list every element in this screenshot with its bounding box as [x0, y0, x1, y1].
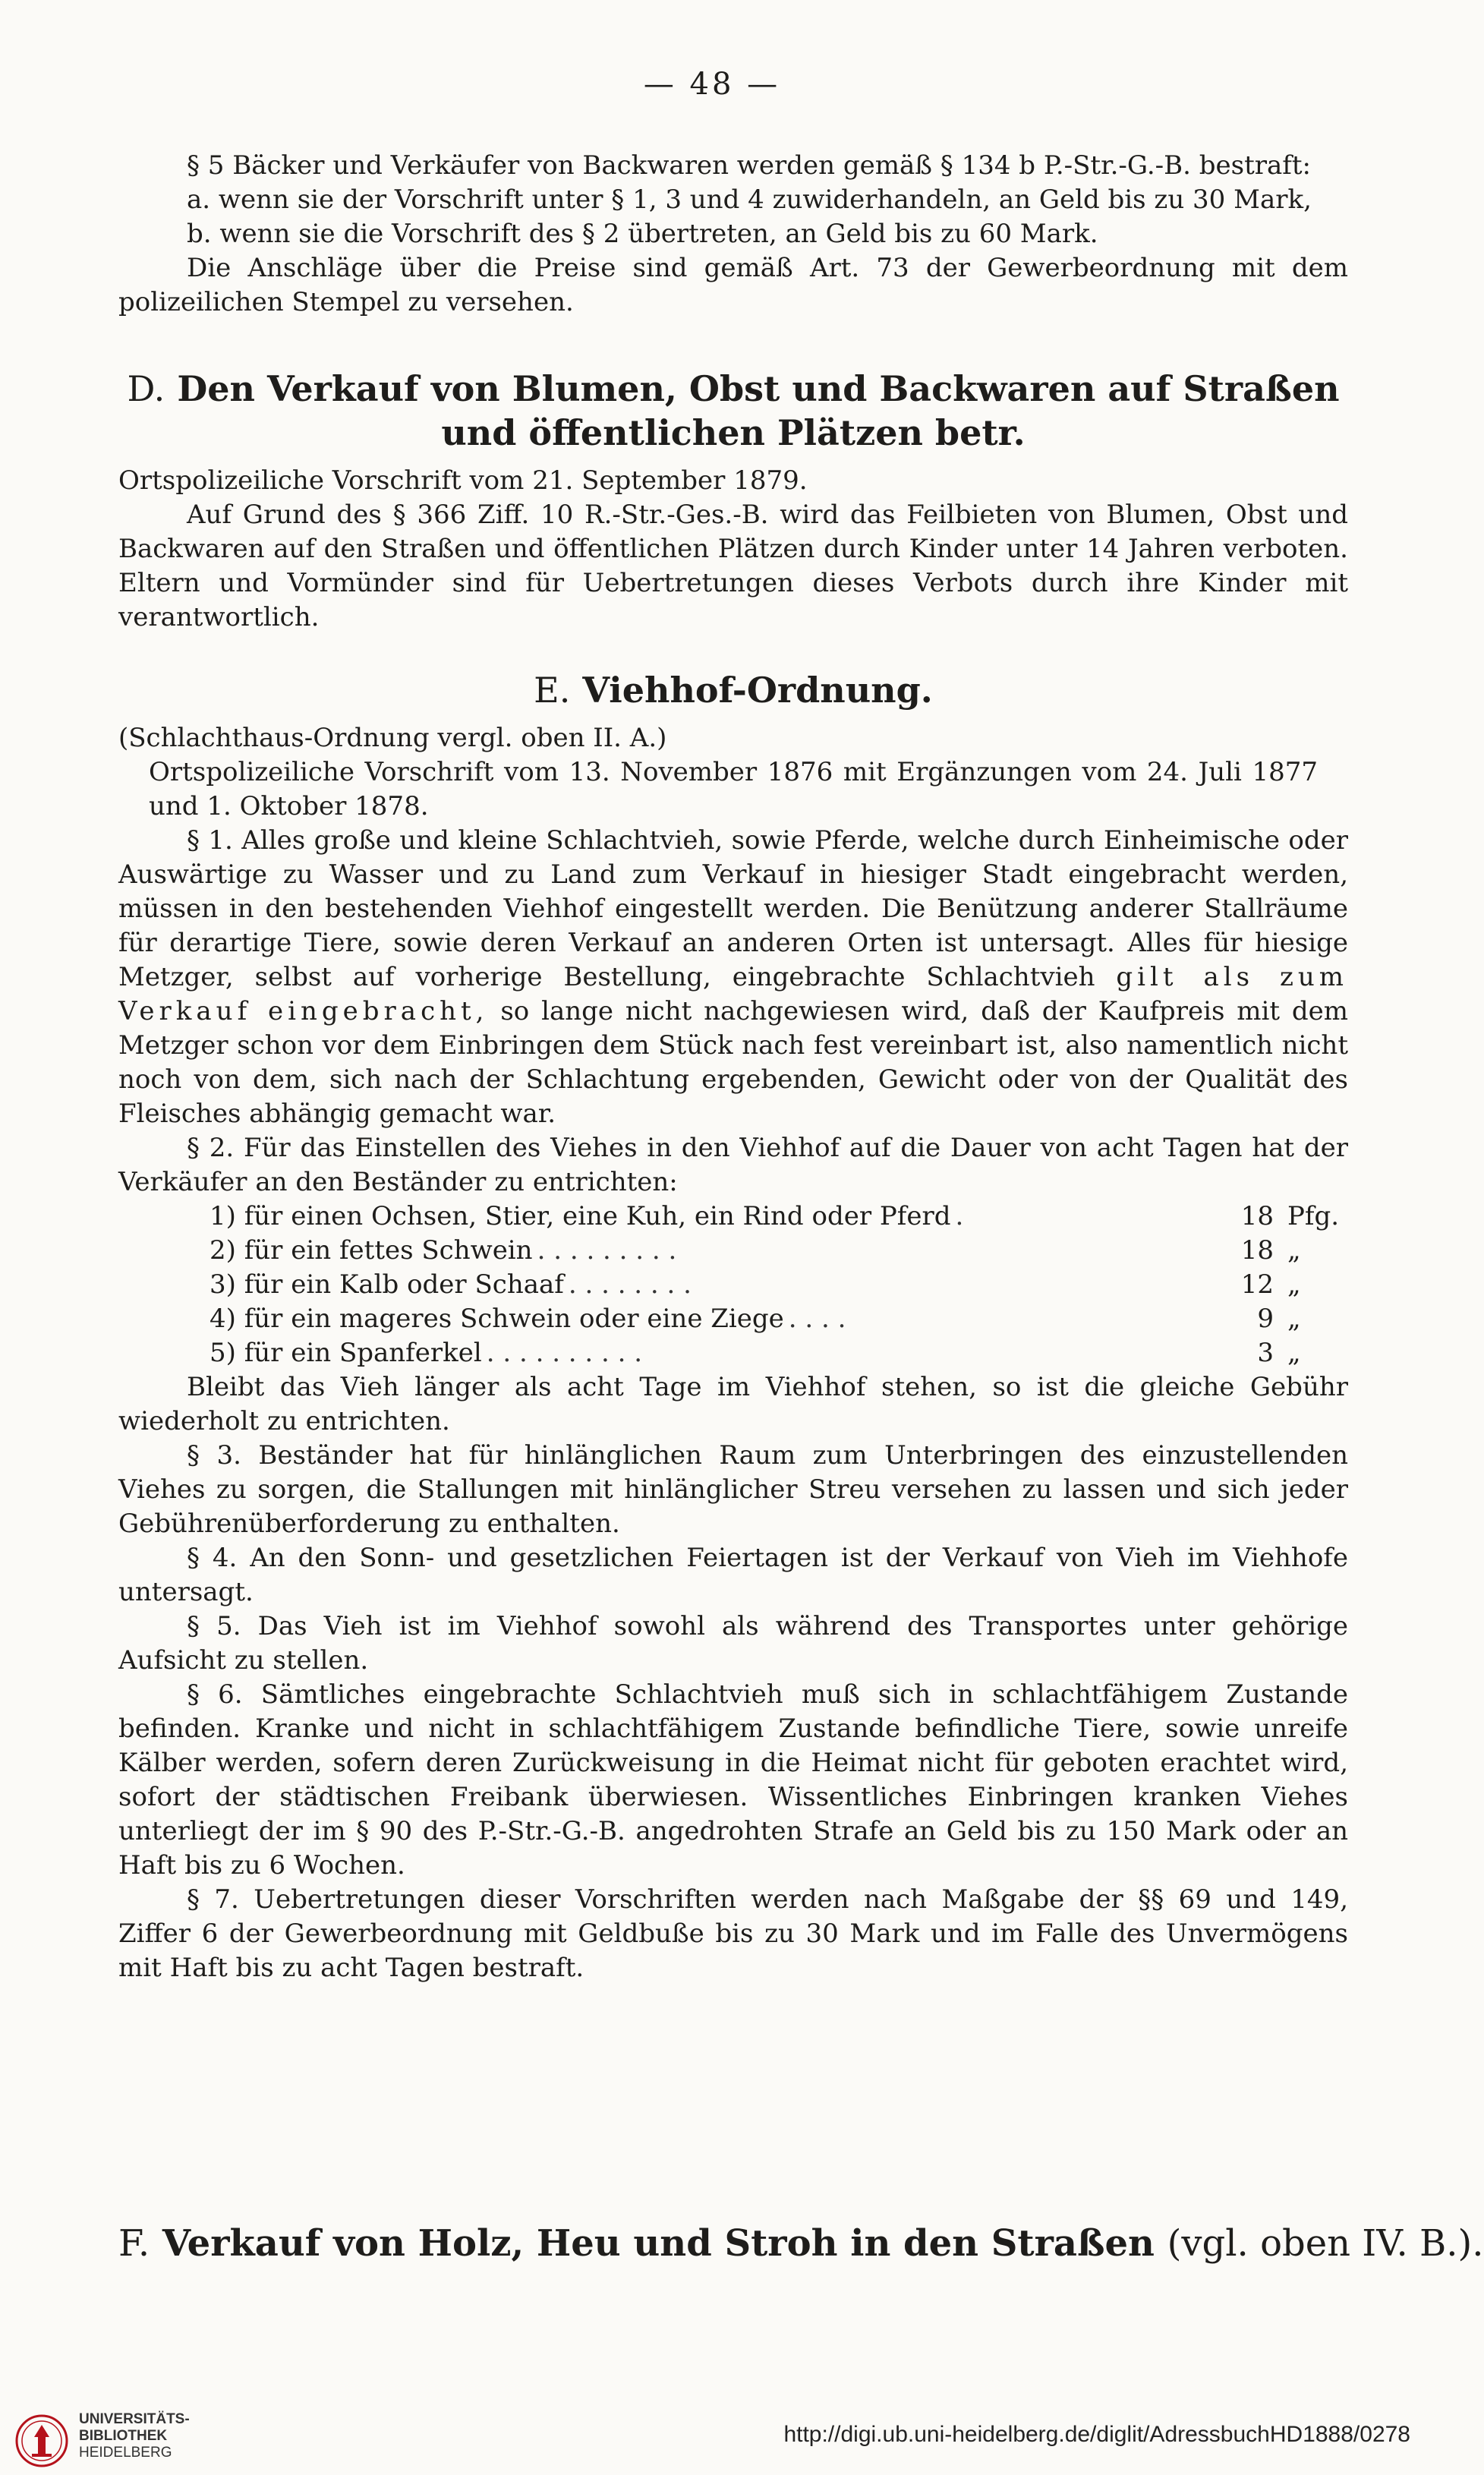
section-e-paragraph-3: § 3. Beständer hat für hinlänglichen Raum zum Unterbringen des einzustellenden Viehes zu sorgen, die Stallungen mit hinlänglicher Streu versehen zu lassen und sich jeder Gebührenüberforderung zu enthalten. — [118, 1440, 1348, 1539]
fee-unit: Pfg. — [1287, 1201, 1340, 1231]
page-number: — 48 — — [643, 67, 781, 102]
logo-line-3: HEIDELBERG — [79, 2445, 172, 2461]
section-e-paragraph-2-continued: Bleibt das Vieh länger als acht Tage im Viehhof stehen, so ist die gleiche Gebühr wiederholt zu entrichten. — [118, 1372, 1348, 1436]
fee-item-label: 2) für ein fettes Schwein — [210, 1235, 533, 1266]
fee-row — [210, 1200, 1348, 1234]
fee-unit: „ — [1287, 1235, 1301, 1266]
section-e-paragraph-4: § 4. An den Sonn- und gesetzlichen Feiertagen ist der Verkauf von Vieh im Viehhofe untersagt. — [118, 1543, 1348, 1607]
section-c-note: Die Anschläge über die Preise sind gemäß Art. 73 der Gewerbeordnung mit dem polizeilichen Stempel zu versehen. — [118, 253, 1348, 317]
section-f-reference: (vgl. oben IV. B.). — [1167, 2222, 1484, 2265]
section-e-paragraph-7: § 7. Uebertretungen dieser Vorschriften werden nach Maßgabe der §§ 69 und 149, Ziffer 6 der Gewerbeordnung mit Geldbuße bis zu 30 Mark und im Falle des Unvermögens mit Haft bis zu acht Tagen bestraft. — [118, 1884, 1348, 1983]
fee-row — [210, 1268, 1348, 1302]
paragraph-1-text-a: § 1. Alles große und kleine Schlachtvieh, sowie Pferde, welche durch Einheimische oder Auswärtige zu Wasser und zu Land zum Verkauf in hiesiger Stadt eingebracht werden, müssen in den bestehenden Viehhof eingestellt werden. Die Benützung anderer Stallräume für derartige Tiere, sowie deren Verkauf an anderen Orten ist untersagt. Alles für hiesige Metzger, selbst auf vorherige Bestellung, eingebrachte Schlachtvieh — [118, 825, 1348, 992]
fee-item-label: 1) für einen Ochsen, Stier, eine Kuh, ein Rind oder Pferd — [210, 1201, 951, 1231]
section-c-paragraph-5: § 5 Bäcker und Verkäufer von Backwaren werden gemäß § 134 b P.-Str.-G.-B. bestraft: — [187, 150, 1311, 181]
fee-unit: „ — [1287, 1269, 1301, 1300]
section-d-heading — [118, 367, 1348, 455]
section-d-title: Den Verkauf von Blumen, Obst und Backwaren auf Straßen und öffentlichen Plätzen betr. — [177, 368, 1340, 453]
fee-item-label: 5) für ein Spanferkel — [210, 1338, 482, 1368]
section-e-paragraph-5: § 5. Das Vieh ist im Viehhof sowohl als während des Transportes unter gehörige Aufsicht zu stellen. — [118, 1611, 1348, 1676]
fee-leader-dots: . . . . . . . . — [568, 1269, 692, 1300]
fee-amount: 9 — [1257, 1304, 1274, 1334]
section-e-subtitle-1: (Schlachthaus-Ordnung vergl. oben II. A.) — [118, 723, 667, 753]
section-f-letter: F. — [118, 2222, 150, 2265]
fee-amount: 18 — [1240, 1201, 1274, 1231]
fee-unit: „ — [1287, 1338, 1301, 1368]
section-e-heading — [118, 668, 1348, 712]
paragraph-1-text-b: so lange nicht nachgewiesen wird, daß der Kaufpreis mit dem Metzger schon vor dem Einbringen dem Stück nach fest vereinbart ist, also namentlich nicht noch von dem, sich nach der Schlachtung ergebenden, Gewicht oder von der Qualität des Fleisches abhängig gemacht war. — [118, 996, 1349, 1129]
fee-row — [210, 1234, 1348, 1268]
section-d-letter: D. — [127, 368, 165, 409]
section-f-title: Verkauf von Holz, Heu und Stroh in den Straßen — [162, 2222, 1155, 2265]
section-c-item-b: b. wenn sie die Vorschrift des § 2 übertreten, an Geld bis zu 60 Mark. — [187, 219, 1098, 249]
fee-leader-dots: . . . . . . . . . . — [486, 1338, 643, 1368]
fee-item-label: 4) für ein mageres Schwein oder eine Ziege — [210, 1304, 784, 1334]
source-url-link[interactable]: http://digi.ub.uni-heidelberg.de/diglit/AdressbuchHD1888/0278 — [783, 2422, 1410, 2447]
fee-row — [210, 1302, 1348, 1336]
university-seal-icon — [15, 2414, 68, 2467]
fee-item-label: 3) für ein Kalb oder Schaaf — [210, 1269, 564, 1300]
fee-amount: 12 — [1240, 1269, 1274, 1300]
fee-leader-dots: . — [955, 1201, 964, 1231]
section-c-item-a: a. wenn sie der Vorschrift unter § 1, 3 und 4 zuwiderhandeln, an Geld bis zu 30 Mark, — [187, 184, 1312, 215]
fee-leader-dots: . . . . . . . . . — [537, 1235, 677, 1266]
section-e-subtitle-2: Ortspolizeiliche Vorschrift vom 13. November 1876 mit Ergänzungen vom 24. Juli 1877 und 1. Oktober 1878. — [149, 757, 1318, 821]
fee-list — [118, 1200, 1348, 1370]
library-logo-text — [79, 2411, 190, 2461]
fee-unit: „ — [1287, 1304, 1301, 1334]
logo-line-2: BIBLIOTHEK — [79, 2428, 168, 2444]
page-footer — [0, 2391, 1424, 2475]
fee-amount: 18 — [1240, 1235, 1274, 1266]
section-d-subtitle: Ortspolizeiliche Vorschrift vom 21. September 1879. — [118, 465, 808, 496]
section-e-paragraph-1 — [118, 824, 1348, 1131]
section-e-title: Viehhof-Ordnung. — [582, 670, 933, 711]
paragraph-1-spaced-text: gilt als zum Verkauf eingebracht, — [118, 962, 1348, 1026]
section-e-paragraph-6: § 6. Sämtliches eingebrachte Schlachtvieh muß sich in schlachtfähigem Zustande befinden. Kranke und nicht in schlachtfähigem Zustande befindliche Tiere, sowie unreife Kälber werden, sofern deren Zurückweisung in die Heimat nicht für geboten erachtet wird, sofort der städtischen Freibank überwiesen. Wissentliches Einbringen kranken Viehes unterliegt der im § 90 des P.-Str.-G.-B. angedrohten Strafe an Geld bis zu 150 Mark oder an Haft bis zu 6 Wochen. — [118, 1679, 1348, 1881]
section-e-paragraph-2: § 2. Für das Einstellen des Viehes in den Viehhof auf die Dauer von acht Tagen hat der Verkäufer an den Beständer zu entrichten: — [118, 1133, 1348, 1197]
logo-line-1: UNIVERSITÄTS- — [79, 2411, 190, 2427]
section-d-paragraph: Auf Grund des § 366 Ziff. 10 R.-Str.-Ges.-B. wird das Feilbieten von Blumen, Obst und Backwaren auf den Straßen und öffentlichen Plätzen durch Kinder unter 14 Jahren verboten. Eltern und Vormünder sind für Uebertretungen dieses Verbots durch ihre Kinder mit verantwortlich. — [118, 500, 1348, 632]
fee-row — [210, 1336, 1348, 1370]
page-body — [118, 149, 1348, 1985]
fee-leader-dots: . . . . — [788, 1304, 846, 1334]
fee-amount: 3 — [1257, 1338, 1274, 1368]
section-f-heading — [118, 2221, 1484, 2266]
section-e-letter: E. — [534, 670, 571, 711]
